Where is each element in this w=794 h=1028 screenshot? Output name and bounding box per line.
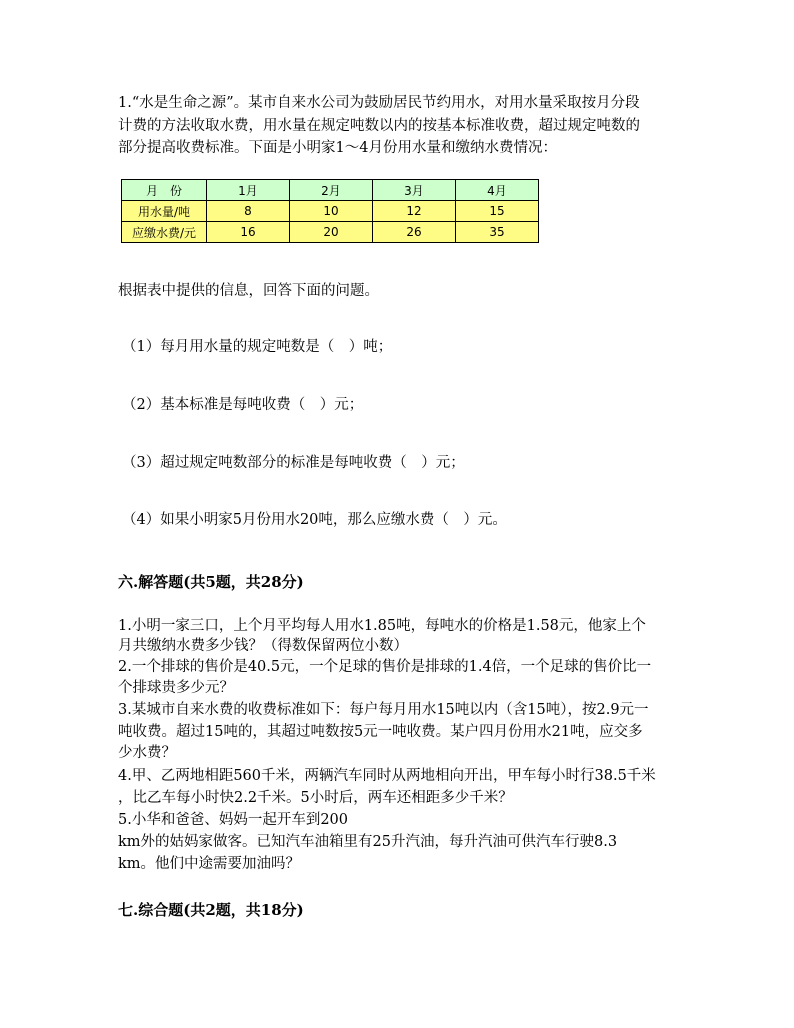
question-3: （3）超过规定吨数部分的标准是每吨收费（ ）元；: [122, 455, 465, 471]
table-cell: 16: [207, 222, 290, 243]
section-6-line-11: km外的姑妈家做客。已知汽车油箱里有25升汽油，每升汽油可供汽车行驶8.3: [118, 834, 618, 850]
table-header-cell: 1月: [207, 180, 290, 201]
section-6-title: 六.解答题(共5题，共28分): [118, 573, 304, 591]
table-cell: 8: [207, 201, 290, 222]
table-cell: 26: [373, 222, 456, 243]
section-6-line-10: 5.小华和爸爸、妈妈一起开车到200: [118, 812, 349, 828]
section-6-line-1: 1.小明一家三口，上个月平均每人用水1.85吨，每吨水的价格是1.58元，他家上个: [118, 618, 646, 634]
section-6-line-9: ，比乙车每小时快2.2千米。5小时后，两车还相距多少千米？: [118, 790, 513, 806]
section-6-line-8: 4.甲、乙两地相距560千米，两辆汽车同时从两地相向开出，甲车每小时行38.5千米: [118, 768, 656, 784]
section-7-title: 七.综合题(共2题，共18分): [118, 901, 304, 919]
table-cell: 10: [290, 201, 373, 222]
table-cell: 12: [373, 201, 456, 222]
table-cell: 35: [456, 222, 539, 243]
instruction-text: 根据表中提供的信息，回答下面的问题。: [118, 283, 379, 299]
question-2: （2）基本标准是每吨收费（ ）元；: [122, 397, 364, 413]
section-6-line-6: 吨收费。超过15吨的，其超过吨数按5元一吨收费。某户四月份用水21吨，应交多: [118, 724, 643, 740]
section-6-line-12: km。他们中途需要加油吗？: [118, 856, 301, 872]
table-header-cell: 3月: [373, 180, 456, 201]
problem-intro-line-2: 计费的方法收取水费，用水量在规定吨数以内的按基本标准收费，超过规定吨数的: [118, 118, 640, 134]
table-cell: 应缴水费/元: [122, 222, 207, 243]
table-cell: 15: [456, 201, 539, 222]
table-header-cell: 月 份: [122, 180, 207, 201]
problem-intro-line-3: 部分提高收费标准。下面是小明家1～4月份用水量和缴纳水费情况：: [118, 140, 557, 156]
question-4: （4）如果小明家5月份用水20吨，那么应缴水费（ ）元。: [122, 512, 507, 528]
table-row: [122, 222, 539, 243]
section-6-line-4: 个排球贵多少元？: [118, 680, 234, 696]
table-header-cell: 2月: [290, 180, 373, 201]
table-header-row: [122, 180, 539, 201]
section-6-line-3: 2.一个排球的售价是40.5元，一个足球的售价是排球的1.4倍，一个足球的售价比一: [118, 659, 652, 675]
problem-intro-line-1: 1.“水是生命之源”。某市自来水公司为鼓励居民节约用水，对用水量采取按月分段: [118, 95, 640, 111]
section-6-line-7: 少水费？: [118, 745, 176, 761]
table-header-cell: 4月: [456, 180, 539, 201]
question-1: （1）每月用水量的规定吨数是（ ）吨；: [122, 339, 393, 355]
table-cell: 20: [290, 222, 373, 243]
table-row: [122, 201, 539, 222]
section-6-line-2: 月共缴纳水费多少钱？（得数保留两位小数）: [118, 638, 408, 654]
table-cell: 用水量/吨: [122, 201, 207, 222]
section-6-line-5: 3.某城市自来水费的收费标准如下：每户每月用水15吨以内（含15吨），按2.9元一: [118, 702, 649, 718]
water-fee-table: [121, 179, 539, 243]
